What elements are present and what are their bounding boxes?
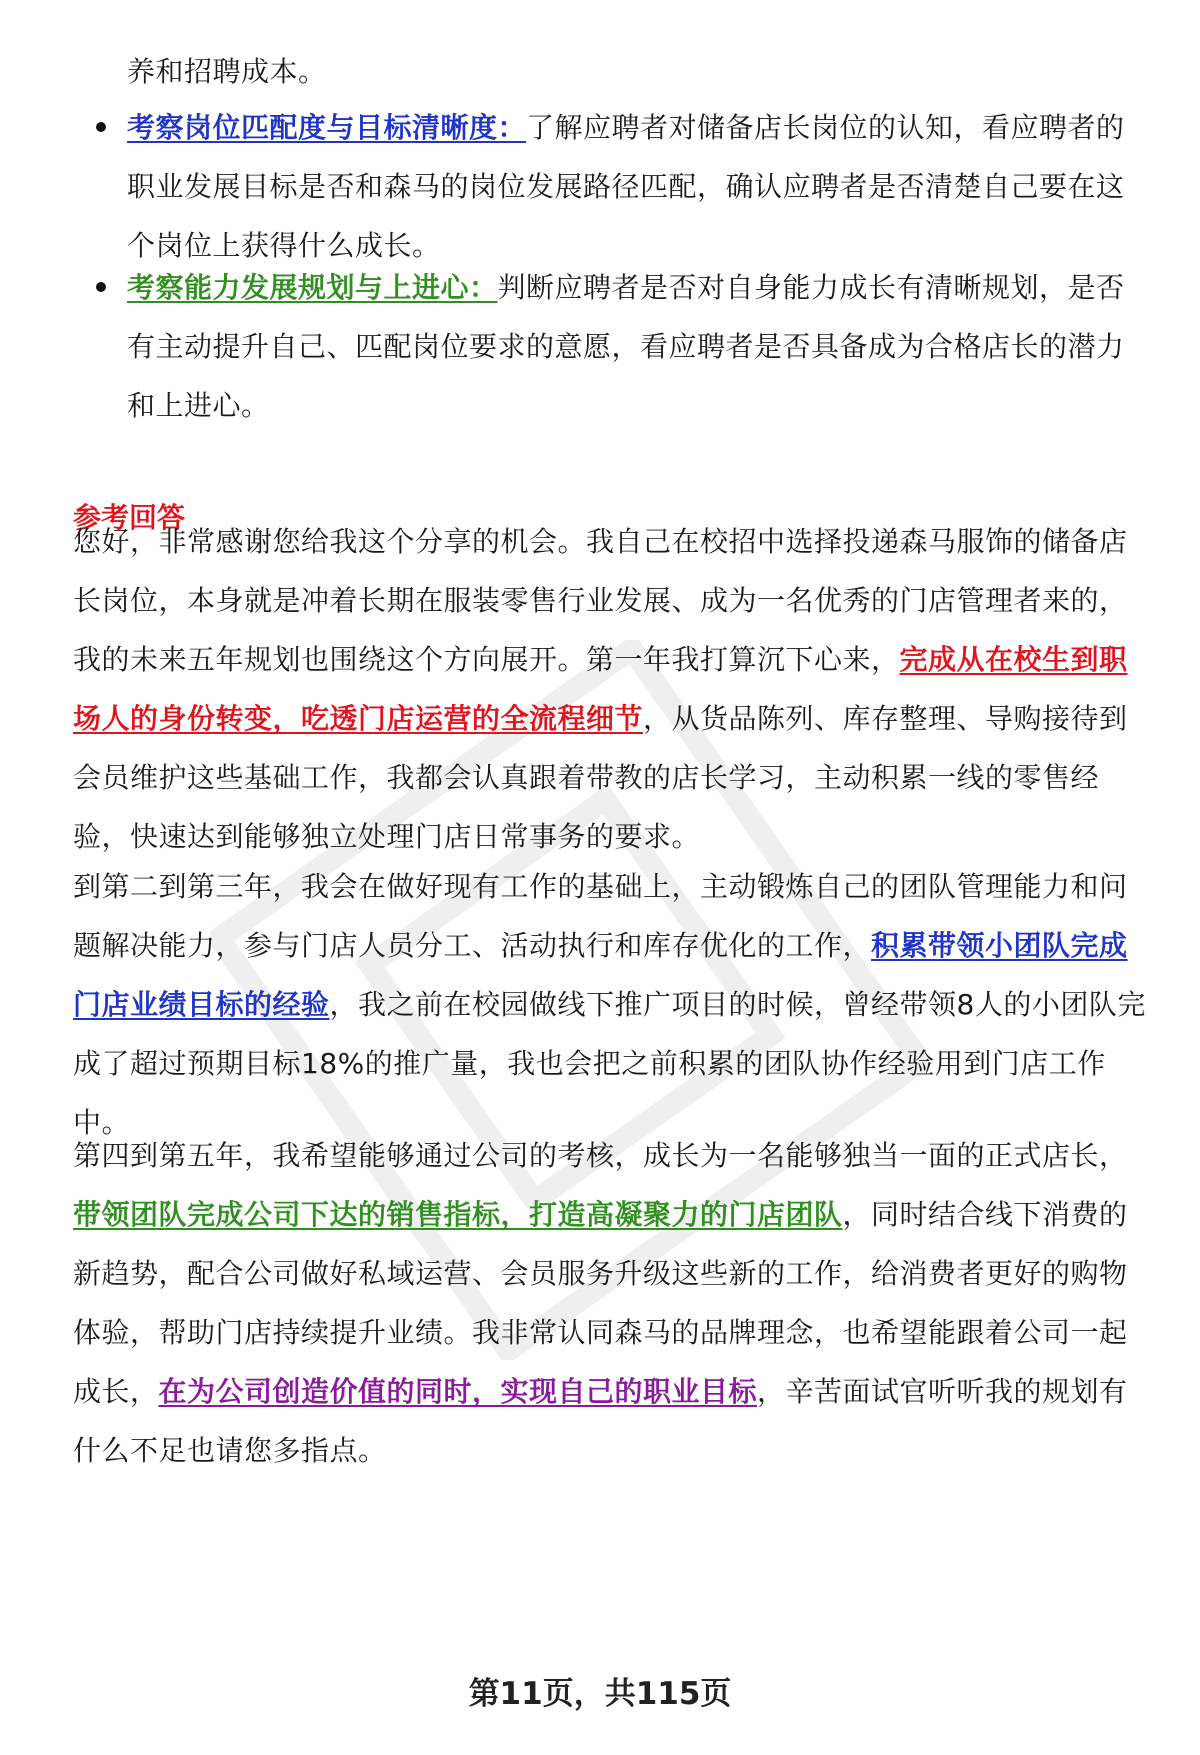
para3-text-b: ，同时结合线下消费的新趋势，配合公司做好私域运营、会员服务升级这些新的工作，给消费者更好的购物体验，帮助门店持续提升业绩。我非常认同森马的品牌理念，也希望能跟着公司一起成长，: [73, 1198, 1128, 1408]
bullet-1-text: 了解应聘者对储备店长岗位的认知，看应聘者的职业发展目标是否和森马的岗位发展路径匹配，确认应聘者是否清楚自己要在这个岗位上获得什么成长。: [127, 111, 1125, 262]
para1-text-b: ，从货品陈列、库存整理、导购接待到会员维护这些基础工作，我都会认真跟着带教的店长学习，主动积累一线的零售经验，快速达到能够独立处理门店日常事务的要求。: [73, 702, 1128, 853]
section-title: 参考回答: [73, 501, 186, 534]
answer-paragraph-3: [73, 1126, 1147, 1480]
bullet-dot: [96, 282, 106, 292]
para2-text-a: 到第二到第三年，我会在做好现有工作的基础上，主动锻炼自己的团队管理能力和问题解决能力，参与门店人员分工、活动执行和库存优化的工作，: [73, 870, 1128, 962]
answer-paragraph-2: [73, 857, 1147, 1152]
para3-highlight-2: 在为公司创造价值的同时，实现自己的职业目标: [158, 1375, 758, 1408]
page-number: 第11页，共115页: [468, 1676, 732, 1712]
bullet-item-1: [127, 98, 1147, 275]
para2-text-b: ，我之前在校园做线下推广项目的时候，曾经带领8人的小团队完成了超过预期目标18%的推广量，我也会把之前积累的团队协作经验用到门店工作中。: [73, 988, 1146, 1139]
para1-highlight: 完成从在校生到职场人的身份转变，吃透门店运营的全流程细节: [73, 643, 1128, 735]
bullet-2-text: 判断应聘者是否对自身能力成长有清晰规划，是否有主动提升自己、匹配岗位要求的意愿，看应聘者是否具备成为合格店长的潜力和上进心。: [127, 271, 1125, 422]
bullet-1-highlight: 考察岗位匹配度与目标清晰度：: [127, 111, 527, 144]
para3-highlight-1: 带领团队完成公司下达的销售指标，打造高凝聚力的门店团队: [73, 1198, 843, 1231]
bullet-2-highlight: 考察能力发展规划与上进心：: [127, 271, 498, 304]
para2-highlight: 积累带领小团队完成门店业绩目标的经验: [73, 929, 1128, 1021]
para1-text-a: 您好，非常感谢您给我这个分享的机会。我自己在校招中选择投递森马服饰的储备店长岗位，本身就是冲着长期在服装零售行业发展、成为一名优秀的门店管理者来的，我的未来五年规划也围绕这个方向展开。第一年我打算沉下心来，: [73, 525, 1128, 676]
para3-text-a: 第四到第五年，我希望能够通过公司的考核，成长为一名能够独当一面的正式店长，: [73, 1139, 1128, 1172]
para3-text-c: ，辛苦面试官听听我的规划有什么不足也请您多指点。: [73, 1375, 1128, 1467]
bullet-dot: [96, 122, 106, 132]
bullet-item-2: [127, 258, 1147, 435]
answer-paragraph-1: [73, 512, 1147, 866]
continued-text: 养和招聘成本。: [127, 55, 327, 88]
